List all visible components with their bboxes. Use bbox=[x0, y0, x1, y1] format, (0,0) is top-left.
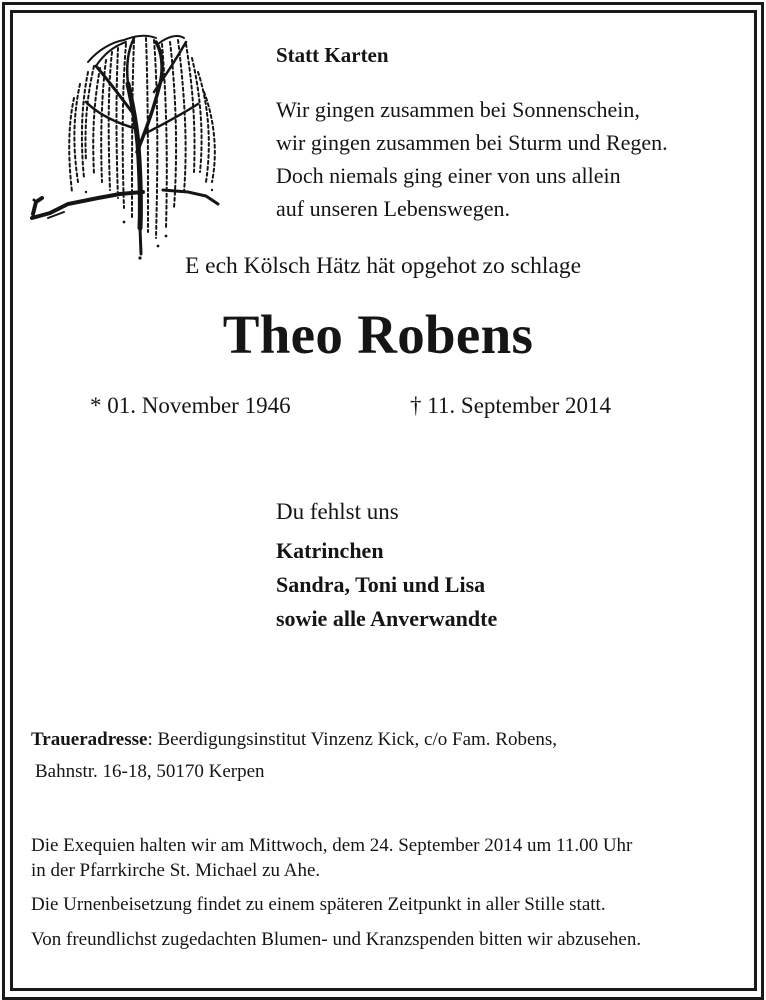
note-exequien: Die Exequien halten wir am Mittwoch, dem 24. September 2014 um 11.00 Uhr bbox=[31, 835, 633, 856]
statt-karten-heading: Statt Karten bbox=[276, 43, 389, 67]
note-urn: Die Urnenbeisetzung findet zu einem späteren Zeitpunkt in aller Stille statt. bbox=[31, 894, 606, 915]
poem-line: Wir gingen zusammen bei Sonnenschein, bbox=[276, 97, 640, 122]
mourner-name: Katrinchen bbox=[276, 538, 384, 563]
mourners-intro: Du fehlst uns bbox=[276, 499, 399, 524]
address-label: Traueradresse bbox=[31, 729, 148, 750]
poem-line: wir gingen zusammen bei Sturm und Regen. bbox=[276, 130, 668, 155]
dialect-line: E ech Kölsch Hätz hät opgehot zo schlage bbox=[184, 253, 582, 279]
address-line-2: Bahnstr. 16-18, 50170 Kerpen bbox=[35, 761, 265, 782]
poem-line: auf unseren Lebenswegen. bbox=[276, 196, 510, 221]
note-church: in der Pfarrkirche St. Michael zu Ahe. bbox=[31, 860, 321, 881]
deceased-name: Theo Robens bbox=[222, 304, 534, 365]
mourner-name: Sandra, Toni und Lisa bbox=[276, 572, 486, 597]
death-date: † 11. September 2014 bbox=[410, 393, 612, 418]
mourning-address bbox=[31, 729, 557, 751]
poem bbox=[276, 93, 668, 225]
birth-date: * 01. November 1946 bbox=[90, 393, 291, 418]
poem-line: Doch niemals ging einer von uns allein bbox=[276, 163, 621, 188]
weeping-willow-icon bbox=[28, 32, 228, 260]
address-line-1: : Beerdigungsinstitut Vinzenz Kick, c/o Fam. Robens, bbox=[147, 729, 558, 750]
mourner-name: sowie alle Anverwandte bbox=[276, 606, 498, 631]
mourners-list bbox=[276, 534, 497, 636]
note-flowers: Von freundlichst zugedachten Blumen- und Kranzspenden bitten wir abzusehen. bbox=[31, 929, 642, 950]
